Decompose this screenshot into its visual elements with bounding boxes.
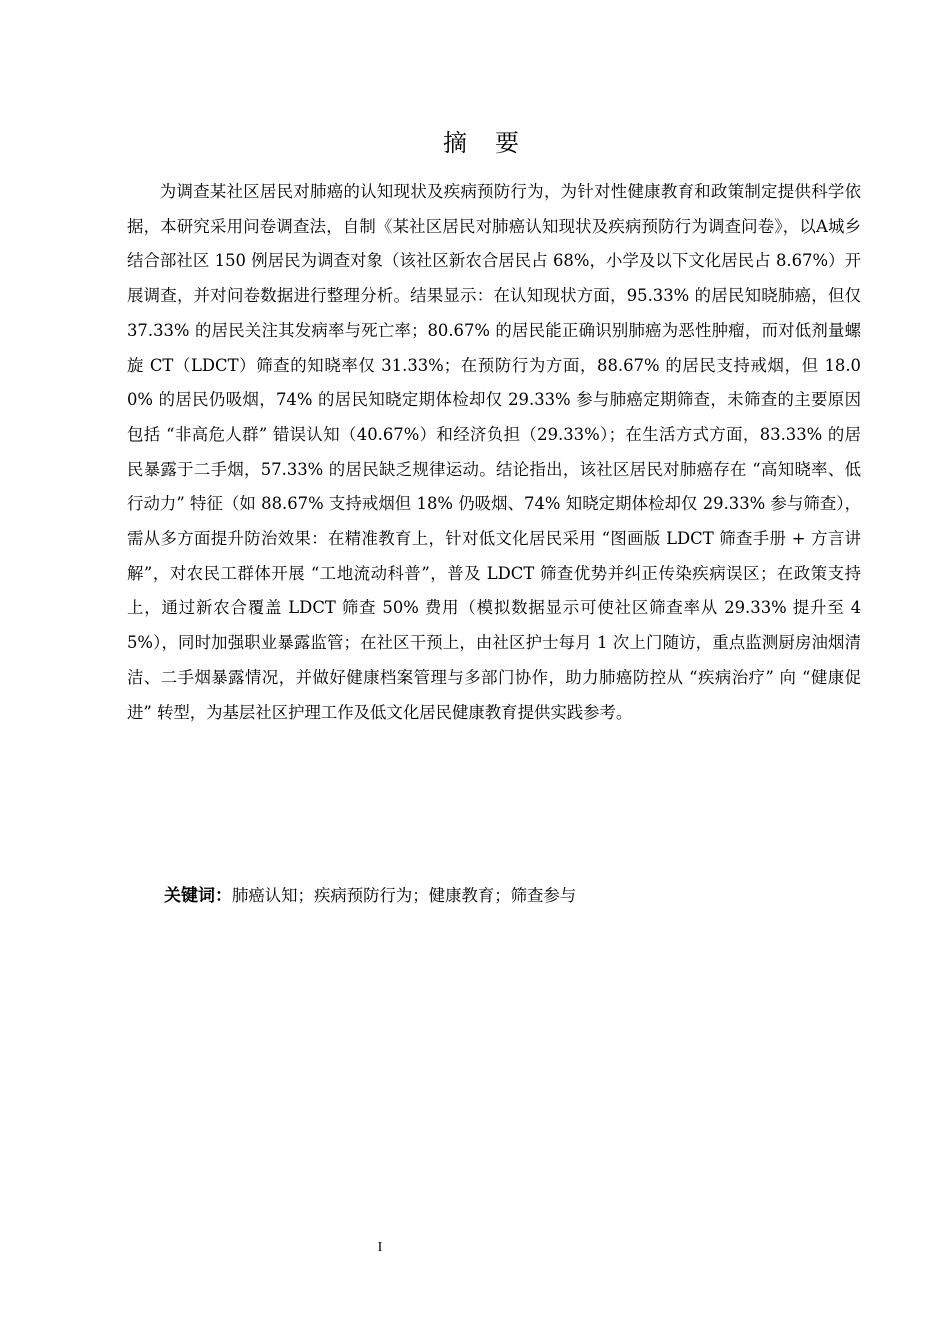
abstract-body: 为调查某社区居民对肺癌的认知现状及疾病预防行为，为针对性健康教育和政策制定提供科学依据，本研究采用问卷调查法，自制《某社区居民对肺癌认知现状及疾病预防行为调查问卷》，以A城乡结合部社区 150 例居民为调查对象（该社区新农合居民占 68%，小学及以下文化居民占 8.67%）开展调查，并对问卷数据进行整理分析。结果显示：在认知现状方面，95.33% 的居民知晓肺癌，但仅 37.33% 的居民关注其发病率与死亡率；80.67% 的居民能正确识别肺癌为恶性肿瘤，而对低剂量螺旋 CT（LDCT）筛查的知晓率仅 31.33%；在预防行为方面，88.67% 的居民支持戒烟，但 18.00% 的居民仍吸烟，74% 的居民知晓定期体检却仅 29.33% 参与肺癌定期筛查，未筛查的主要原因包括 “非高危人群” 错误认知（40.67%）和经济负担（29.33%）；在生活方式方面，83.33% 的居民暴露于二手烟，57.33% 的居民缺乏规律运动。结论指出，该社区居民对肺癌存在 “高知晓率、低行动力” 特征（如 88.67% 支持戒烟但 18% 仍吸烟、74% 知晓定期体检却仅 29.33% 参与筛查），需从多方面提升防治效果：在精准教育上，针对低文化居民采用 “图画版 LDCT 筛查手册 + 方言讲解”，对农民工群体开展 “工地流动科普”，普及 LDCT 筛查优势并纠正传染疾病误区；在政策支持上，通过新农合覆盖 LDCT 筛查 50% 费用（模拟数据显示可使社区筛查率从 29.33% 提升至 45%），同时加强职业暴露监管；在社区干预上，由社区护士每月 1 次上门随访，重点监测厨房油烟清洁、二手烟暴露情况，并做好健康档案管理与多部门协作，助力肺癌防控从 “疾病治疗” 向 “健康促进” 转型，为基层社区护理工作及低文化居民健康教育提供实践参考。 — [127, 182, 861, 722]
abstract-title: 摘要 — [443, 129, 547, 157]
page-number: I — [377, 1240, 383, 1255]
keywords-value: 肺癌认知；疾病预防行为；健康教育；筛查参与 — [232, 886, 577, 905]
keywords-label: 关键词： — [164, 886, 232, 906]
keywords-line — [164, 879, 864, 913]
